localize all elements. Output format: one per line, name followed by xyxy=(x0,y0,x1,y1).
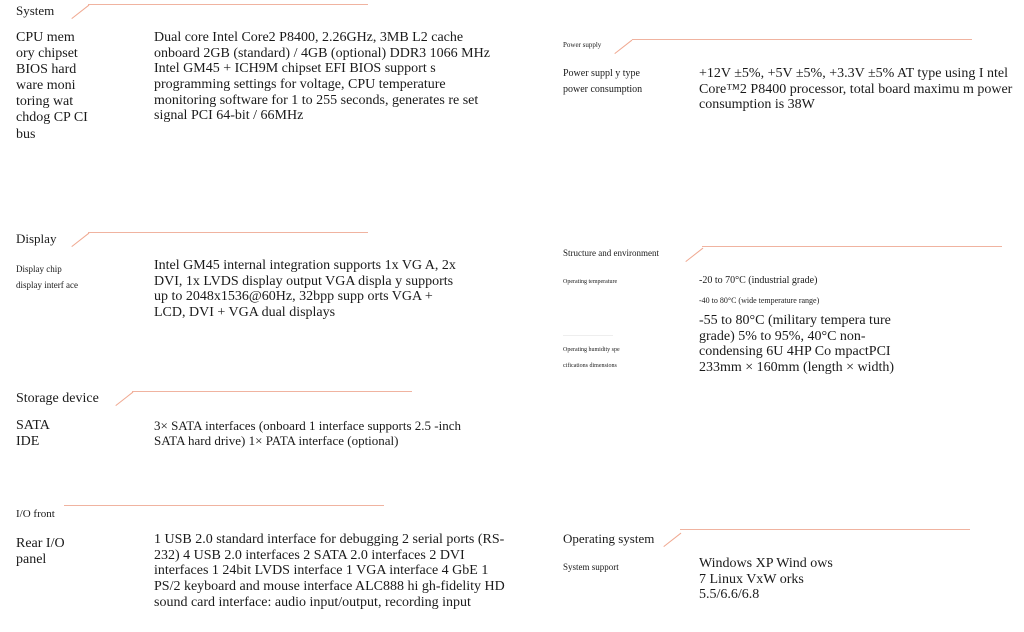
structure-value-temp1: -20 to 70°C (industrial grade) xyxy=(699,275,818,286)
structure-divider xyxy=(563,335,613,336)
system-title-rule xyxy=(88,4,368,5)
display-value: Intel GM45 internal integration supports 1x VG A, 2x DVI, 1x LVDS display output VGA displa y supports up to 2048x1536@60Hz, 32bpp supp orts VGA + LCD, DVI + VGA dual displays xyxy=(154,258,456,321)
os-value: Windows XP Wind ows 7 Linux VxW orks 5.5/6.6/6.8 xyxy=(699,556,833,603)
structure-value-main: -55 to 80°C (military tempera ture grade) 5% to 95%, 40°C non-condensing 6U 4HP Co mpactPCI 233mm × 160mm (length × width) xyxy=(699,313,895,376)
structure-label-humidity: Operating humidity spe cifications dimensions xyxy=(563,347,620,369)
structure-title: Structure and environment xyxy=(563,248,659,258)
display-title-rule xyxy=(88,232,368,233)
structure-label-temp: Operating temperature xyxy=(563,279,618,285)
system-title: System xyxy=(16,3,55,18)
io-value: 1 USB 2.0 standard interface for debugging 2 serial ports (RS-232) 4 USB 2.0 interfaces 2 SATA 2.0 interfaces 2 DVI interfaces 1 24bit LVDS interface 1 VGA interface 4 GbE 1 PS/2 keyboard and mouse interface ALC888 hi gh-fidelity HD sound card interface: audio input/output, recording input xyxy=(154,532,505,610)
storage-title: Storage device xyxy=(16,391,99,406)
os-labels: System support xyxy=(563,562,619,572)
display-title-accent xyxy=(71,233,89,247)
display-labels: Display chip display interf ace xyxy=(16,264,78,291)
os-title-rule xyxy=(680,529,970,530)
system-value: Dual core Intel Core2 P8400, 2.26GHz, 3MB L2 cache onboard 2GB (standard) / 4GB (optional) DDR3 1066 MHz Intel GM45 + ICH9M chipset EFI BIOS support s programming settings for voltage, CPU temperature monitoring software for 1 to 255 seconds, generates re set signal PCI 64-bit / 66MHz xyxy=(154,30,490,124)
structure-title-rule xyxy=(702,246,1002,247)
power-title: Power supply xyxy=(563,41,602,49)
os-title: Operating system xyxy=(563,531,655,546)
io-labels: Rear I/O panel xyxy=(16,536,65,568)
power-title-rule xyxy=(632,39,972,40)
power-labels: Power suppl y type power consumption xyxy=(563,68,643,95)
system-title-accent xyxy=(71,5,89,19)
structure-value-temp2: -40 to 80°C (wide temperature range) xyxy=(699,296,820,305)
storage-title-rule xyxy=(132,391,412,392)
storage-title-accent xyxy=(115,392,133,406)
storage-value: 3× SATA interfaces (onboard 1 interface supports 2.5 -inch SATA hard drive) 1× PATA interface (optional) xyxy=(154,418,462,448)
io-title-rule xyxy=(64,505,384,506)
io-title: I/O front xyxy=(16,508,55,520)
os-title-accent xyxy=(663,533,681,547)
power-title-accent xyxy=(614,40,632,54)
structure-title-accent xyxy=(685,248,703,262)
power-value: +12V ±5%, +5V ±5%, +3.3V ±5% AT type using I ntel Core™2 P8400 processor, total board maximu m power consumption is 38W xyxy=(699,66,1013,113)
storage-labels: SATA IDE xyxy=(16,418,50,450)
system-labels: CPU mem ory chipset BIOS hard ware moni toring wat chdog CP CI bus xyxy=(16,30,88,142)
display-title: Display xyxy=(16,231,57,246)
